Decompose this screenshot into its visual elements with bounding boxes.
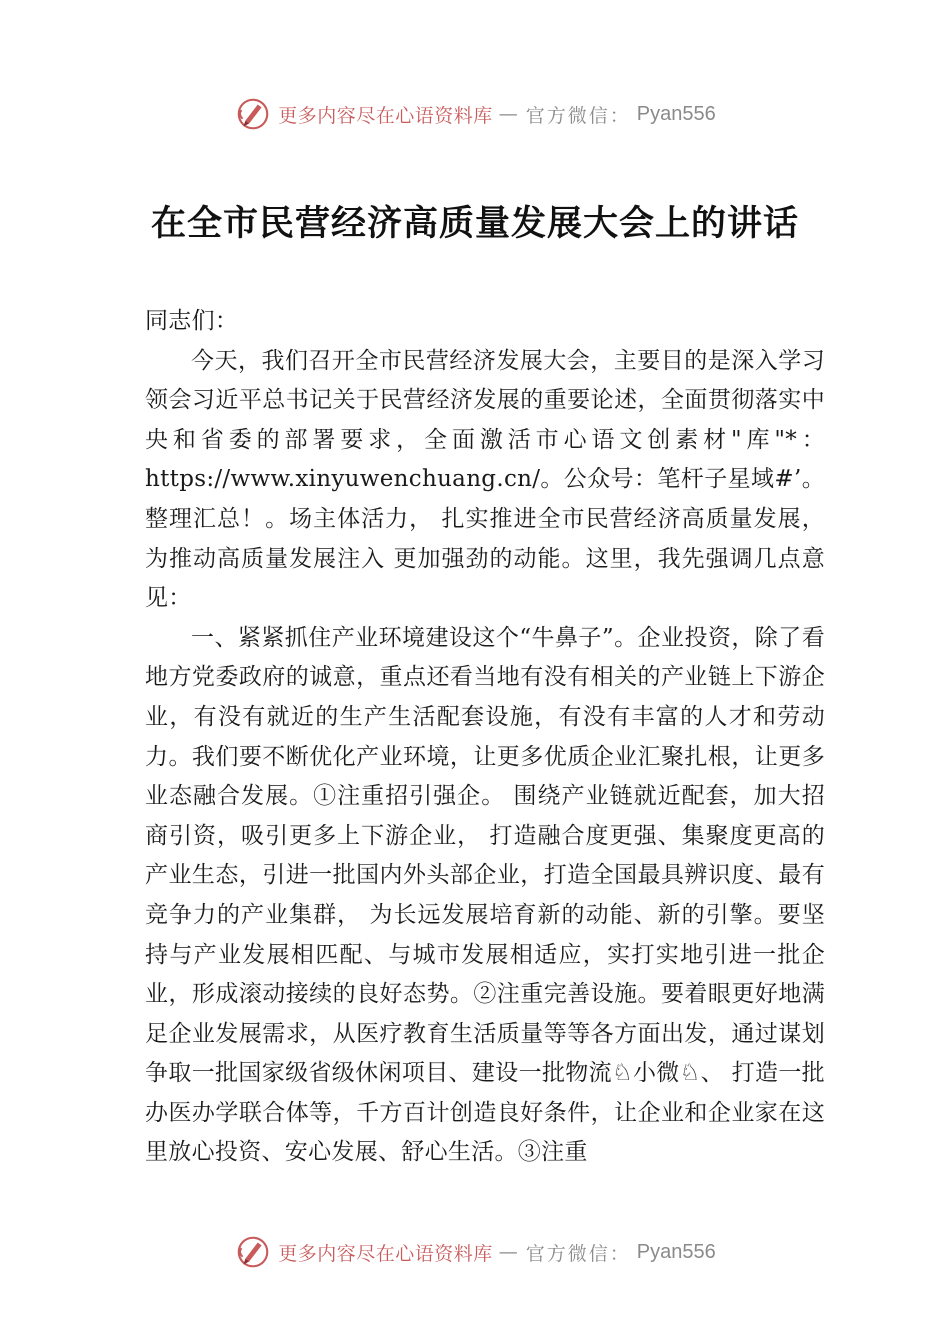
brand-wechat-label: 官方微信：	[525, 1242, 631, 1265]
salutation: 同志们：	[145, 308, 239, 334]
brand-dash: —	[498, 1241, 520, 1263]
brand-slogan: 更多内容尽在心语资料库	[278, 104, 493, 127]
brand-logo-icon	[234, 1233, 272, 1271]
brand-dash: —	[498, 103, 520, 125]
header-brand	[0, 94, 950, 134]
brand-wechat-id: Pyan556	[636, 1240, 716, 1263]
paragraph: 一、紧紧抓住产业环境建设这个“牛鼻子”。企业投资，除了看地方党委政府的诚意，重点还看当地有没有相关的产业链上下游企业，有没有就近的生产生活配套设施，有没有丰富的人才和劳动力。我们要不断优化产业环境，让更多优质企业汇聚扎根，让更多业态融合发展。①注重招引强企。 围绕产业链就近配套，加大招商引资，吸引更多上下游企业， 打造融合度更强、集聚度更高的产业生态，引进一批国内外头部企业，打造全国最具辨识度、最有竞争力的产业集群， 为长远发展培育新的动能、新的引擎。要坚持与产业发展相匹配、与城市发展相适应，实打实地引进一批企业，形成滚动接续的良好态势。②注重完善设施。要着眼更好地满足企业发展需求，从医疗教育生活质量等等各方面出发，通过谋划争取一批国家级省级休闲项目、建设一批物流♘小微♘、 打造一批办医办学联合体等，千方百计创造良好条件，让企业和企业家在这里放心投资、安心发展、舒心生活。③注重	[145, 624, 825, 1166]
document-title: 在全市民营经济高质量发展大会上的讲话	[150, 203, 799, 244]
brand-logo-icon	[234, 95, 272, 133]
document-body	[145, 302, 825, 1173]
footer-brand	[0, 1232, 950, 1272]
brand-wechat-label: 官方微信：	[525, 104, 631, 127]
paragraph: 今天，我们召开全市民营经济发展大会，主要目的是深入学习领会习近平总书记关于民营经济发展的重要论述，全面贯彻落实中央和省委的部署要求，全面激活市心语文创素材"库"*：https://www.xinyuwenchuang.cn/。公众号：笔杆子星域#’。整理汇总！。场主体活力， 扎实推进全市民营经济高质量发展，为推动高质量发展注入 更加强劲的动能。这里，我先强调几点意见：	[145, 347, 825, 612]
brand-wechat-id: Pyan556	[636, 102, 716, 125]
brand-slogan: 更多内容尽在心语资料库	[278, 1242, 493, 1265]
